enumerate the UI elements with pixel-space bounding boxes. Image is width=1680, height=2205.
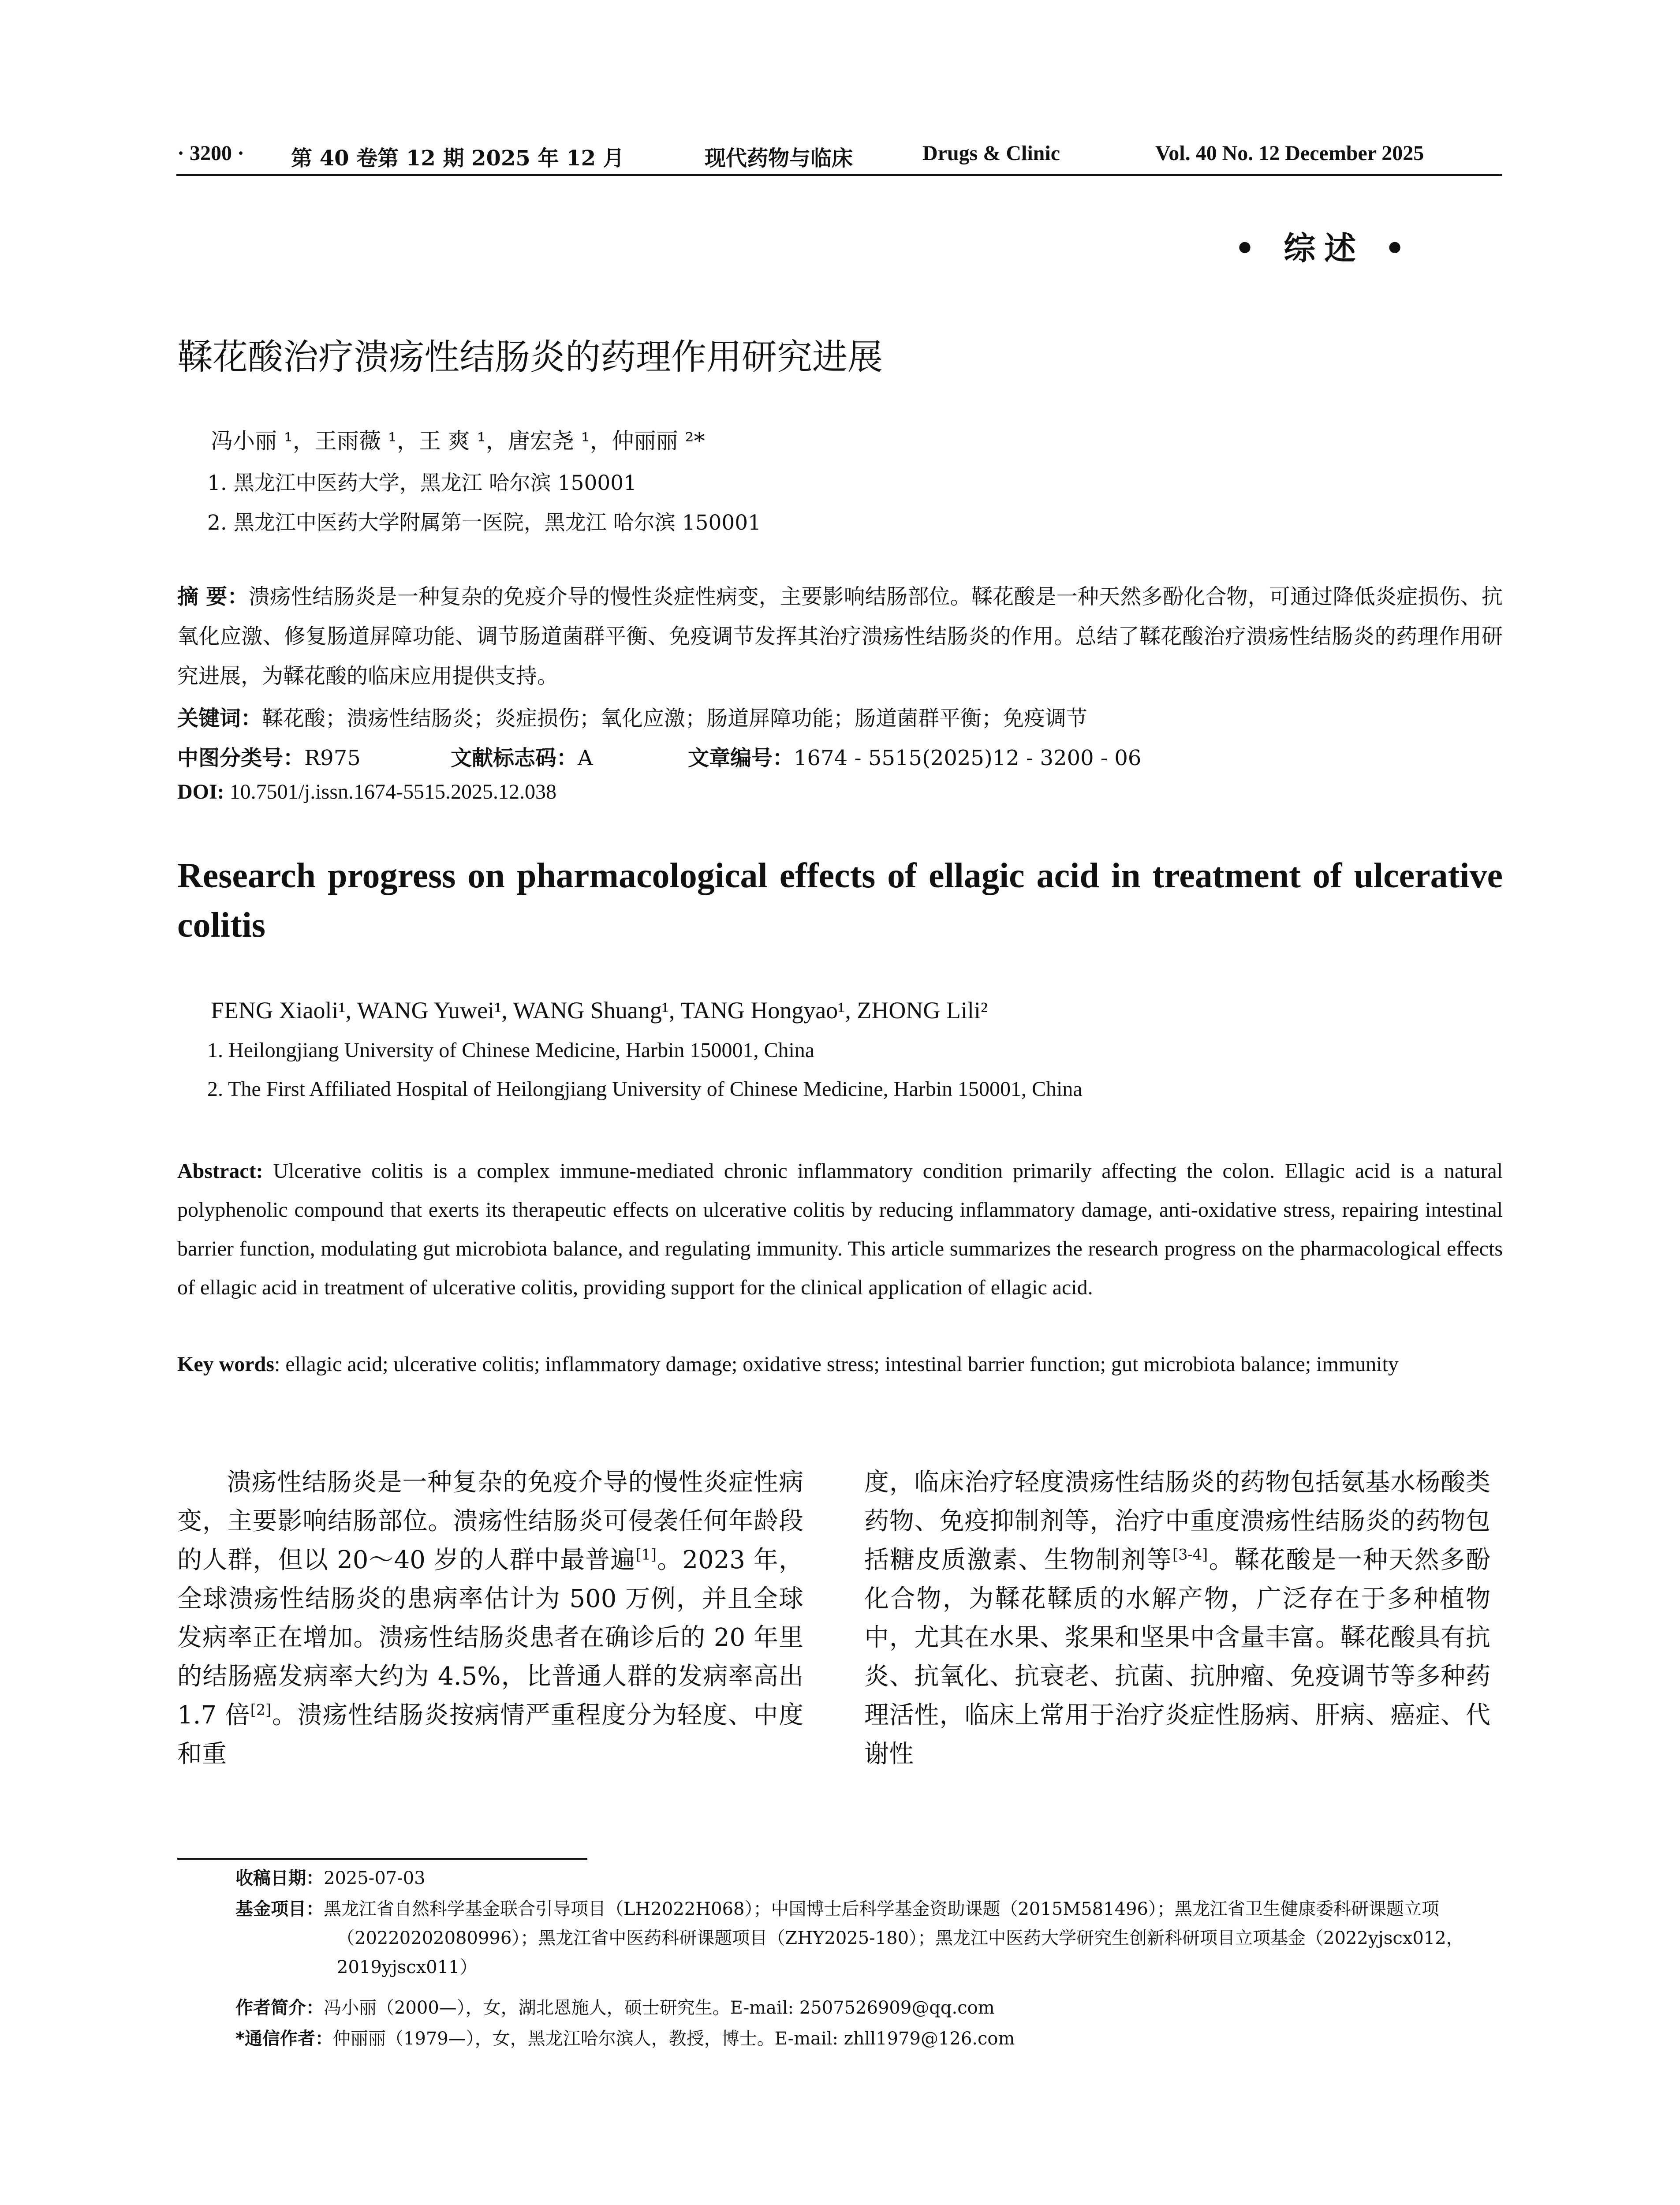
keywords-en (177, 1345, 1503, 1384)
body-text: 度，临床治疗轻度溃疡性结肠炎的药物包括氨基水杨酸类药物、免疫抑制剂等，治疗中重度溃疡性结肠炎的药物包括糖皮质激素、生物制剂等 (864, 1468, 1490, 1574)
keywords-cn (177, 701, 1087, 732)
corresponding-label: *通信作者： (235, 2029, 333, 2049)
authors-en: FENG Xiaoli¹, WANG Yuwei¹, WANG Shuang¹, TANG Hongyao¹, ZHONG Lili² (211, 997, 988, 1024)
body-text: 。鞣花酸是一种天然多酚化合物，为鞣花鞣质的水解产物，广泛存在于多种植物中，尤其在水果、浆果和坚果中含量丰富。鞣花酸具有抗炎、抗氧化、抗衰老、抗菌、抗肿瘤、免疫调节等多种药理活性，临床上常用于治疗炎症性肠病、肝病、癌症、代谢性 (864, 1546, 1491, 1768)
doi-value: 10.7501/j.issn.1674-5515.2025.12.038 (224, 780, 557, 804)
header-rule (176, 174, 1502, 176)
footnote-fund (235, 1895, 1501, 1982)
classification-doc (451, 741, 593, 771)
abstract-cn (177, 577, 1503, 696)
abstract-cn-label: 摘 要： (177, 584, 249, 609)
author-label: 作者简介： (235, 1998, 324, 2018)
title-cn: 鞣花酸治疗溃疡性结肠炎的药理作用研究进展 (177, 336, 883, 377)
journal-name-cn: 现代药物与临床 (705, 146, 853, 171)
author-text: 冯小丽（2000—），女，湖北恩施人，硕士研究生。E-mail: 2507526909@qq.com (324, 1998, 995, 2018)
citation-3-4[interactable]: [3-4] (1172, 1546, 1208, 1563)
received-date: 2025-07-03 (324, 1868, 426, 1888)
fund-label: 基金项目： (235, 1899, 324, 1919)
affiliation-en-1: 1. Heilongjiang University of Chinese Medicine, Harbin 150001, China (207, 1039, 815, 1062)
fund-text: 黑龙江省自然科学基金联合引导项目（LH2022H068）；中国博士后科学基金资助课题（2015M581496）；黑龙江省卫生健康委科研课题立项（20220202080996）；黑龙江省中医药科研课题项目（ZHY2025-180）；黑龙江中医药大学研究生创新科研项目立项基金（2022yjscx012，2019yjscx011） (324, 1899, 1464, 1977)
article-no-value: 1674 - 5515(2025)12 - 3200 - 06 (794, 746, 1142, 770)
doc-code-value: A (578, 746, 593, 770)
abstract-en-text: Ulcerative colitis is a complex immune-mediated chronic inflammatory condition primarily affecting the colon. Ellagic acid is a natural polyphenolic compound that exerts its therapeutic effects on ulcerative colitis by reducing inflammatory damage, anti-oxidative stress, repairing intestinal barrier function, modulating gut microbiota balance, and regulating immunity. This article summarizes the research progress on the pharmacological effects of ellagic acid in treatment of ulcerative colitis, providing support for the clinical application of ellagic acid. (177, 1159, 1503, 1299)
article-no-label: 文章编号： (688, 746, 794, 770)
footnote-rule (177, 1858, 587, 1860)
clc-label: 中图分类号： (177, 746, 305, 770)
keywords-en-text: : ellagic acid; ulcerative colitis; inflammatory damage; oxidative stress; intestinal barrier function; gut microbiota balance; immunity (274, 1353, 1399, 1376)
clc-value: R975 (304, 746, 361, 770)
citation-1[interactable]: [1] (635, 1546, 657, 1563)
doc-code-label: 文献标志码： (451, 746, 578, 770)
classification-article (688, 741, 1141, 771)
body-text: 溃疡性结肠炎是一种复杂的免疫介导的慢性炎症性病变，主要影响结肠部位。溃疡性结肠炎可侵袭任何年龄段的人群，但以 20～40 岁的人群中最普遍 (177, 1468, 803, 1574)
title-en: Research progress on pharmacological effects of ellagic acid in treatment of ulcerative colitis (177, 856, 1503, 945)
affiliation-cn-1: 1. 黑龙江中医药大学，黑龙江 哈尔滨 150001 (207, 471, 637, 495)
issue-en: Vol. 40 No. 12 December 2025 (1155, 142, 1424, 165)
citation-2[interactable]: [2] (250, 1701, 272, 1719)
footnote-received (235, 1864, 1501, 1893)
keywords-cn-label: 关键词： (177, 706, 262, 731)
doi-label: DOI: (177, 780, 224, 804)
body-paragraph (177, 1463, 803, 1774)
affiliation-en-2: 2. The First Affiliated Hospital of Heilongjiang University of Chinese Medicine, Harbin 150001, China (207, 1077, 1083, 1101)
footnote-corresponding (235, 2024, 1501, 2053)
issue-cn: 第 40 卷第 12 期 2025 年 12 月 (291, 146, 624, 171)
column-tag: • 综述 • (1235, 229, 1414, 267)
journal-name-en: Drugs & Clinic (922, 142, 1060, 165)
affiliation-cn-2: 2. 黑龙江中医药大学附属第一医院，黑龙江 哈尔滨 150001 (207, 511, 762, 535)
doi (177, 780, 556, 804)
footnote-author (235, 1993, 1501, 2022)
body-text: 。溃疡性结肠炎按病情严重程度分为轻度、中度和重 (177, 1701, 804, 1768)
body-column-right (864, 1463, 1490, 1774)
body-column-left (177, 1463, 803, 1774)
classification-clc (177, 741, 361, 771)
corresponding-text: 仲丽丽（1979—），女，黑龙江哈尔滨人，教授，博士。E-mail: zhll1979@126.com (332, 2029, 1015, 2049)
abstract-cn-text: 溃疡性结肠炎是一种复杂的免疫介导的慢性炎症性病变，主要影响结肠部位。鞣花酸是一种天然多酚化合物，可通过降低炎症损伤、抗氧化应激、修复肠道屏障功能、调节肠道菌群平衡、免疫调节发挥其治疗溃疡性结肠炎的作用。总结了鞣花酸治疗溃疡性结肠炎的药理作用研究进展，为鞣花酸的临床应用提供支持。 (177, 584, 1503, 688)
authors-cn: 冯小丽 ¹，王雨薇 ¹，王 爽 ¹，唐宏尧 ¹，仲丽丽 ²* (211, 428, 705, 454)
abstract-en-label: Abstract: (177, 1159, 263, 1183)
keywords-cn-text: 鞣花酸；溃疡性结肠炎；炎症损伤；氧化应激；肠道屏障功能；肠道菌群平衡；免疫调节 (262, 706, 1088, 731)
body-text: 。2023 年，全球溃疡性结肠炎的患病率估计为 500 万例，并且全球发病率正在增加。溃疡性结肠炎患者在确诊后的 20 年里的结肠癌发病率大约为 4.5%，比普通人群的发病率高出 1.7 倍 (177, 1546, 803, 1730)
body-paragraph (864, 1463, 1490, 1774)
page-number: · 3200 · (177, 142, 245, 165)
abstract-en (177, 1152, 1503, 1307)
received-label: 收稿日期： (235, 1868, 324, 1888)
keywords-en-label: Key words (177, 1353, 274, 1376)
